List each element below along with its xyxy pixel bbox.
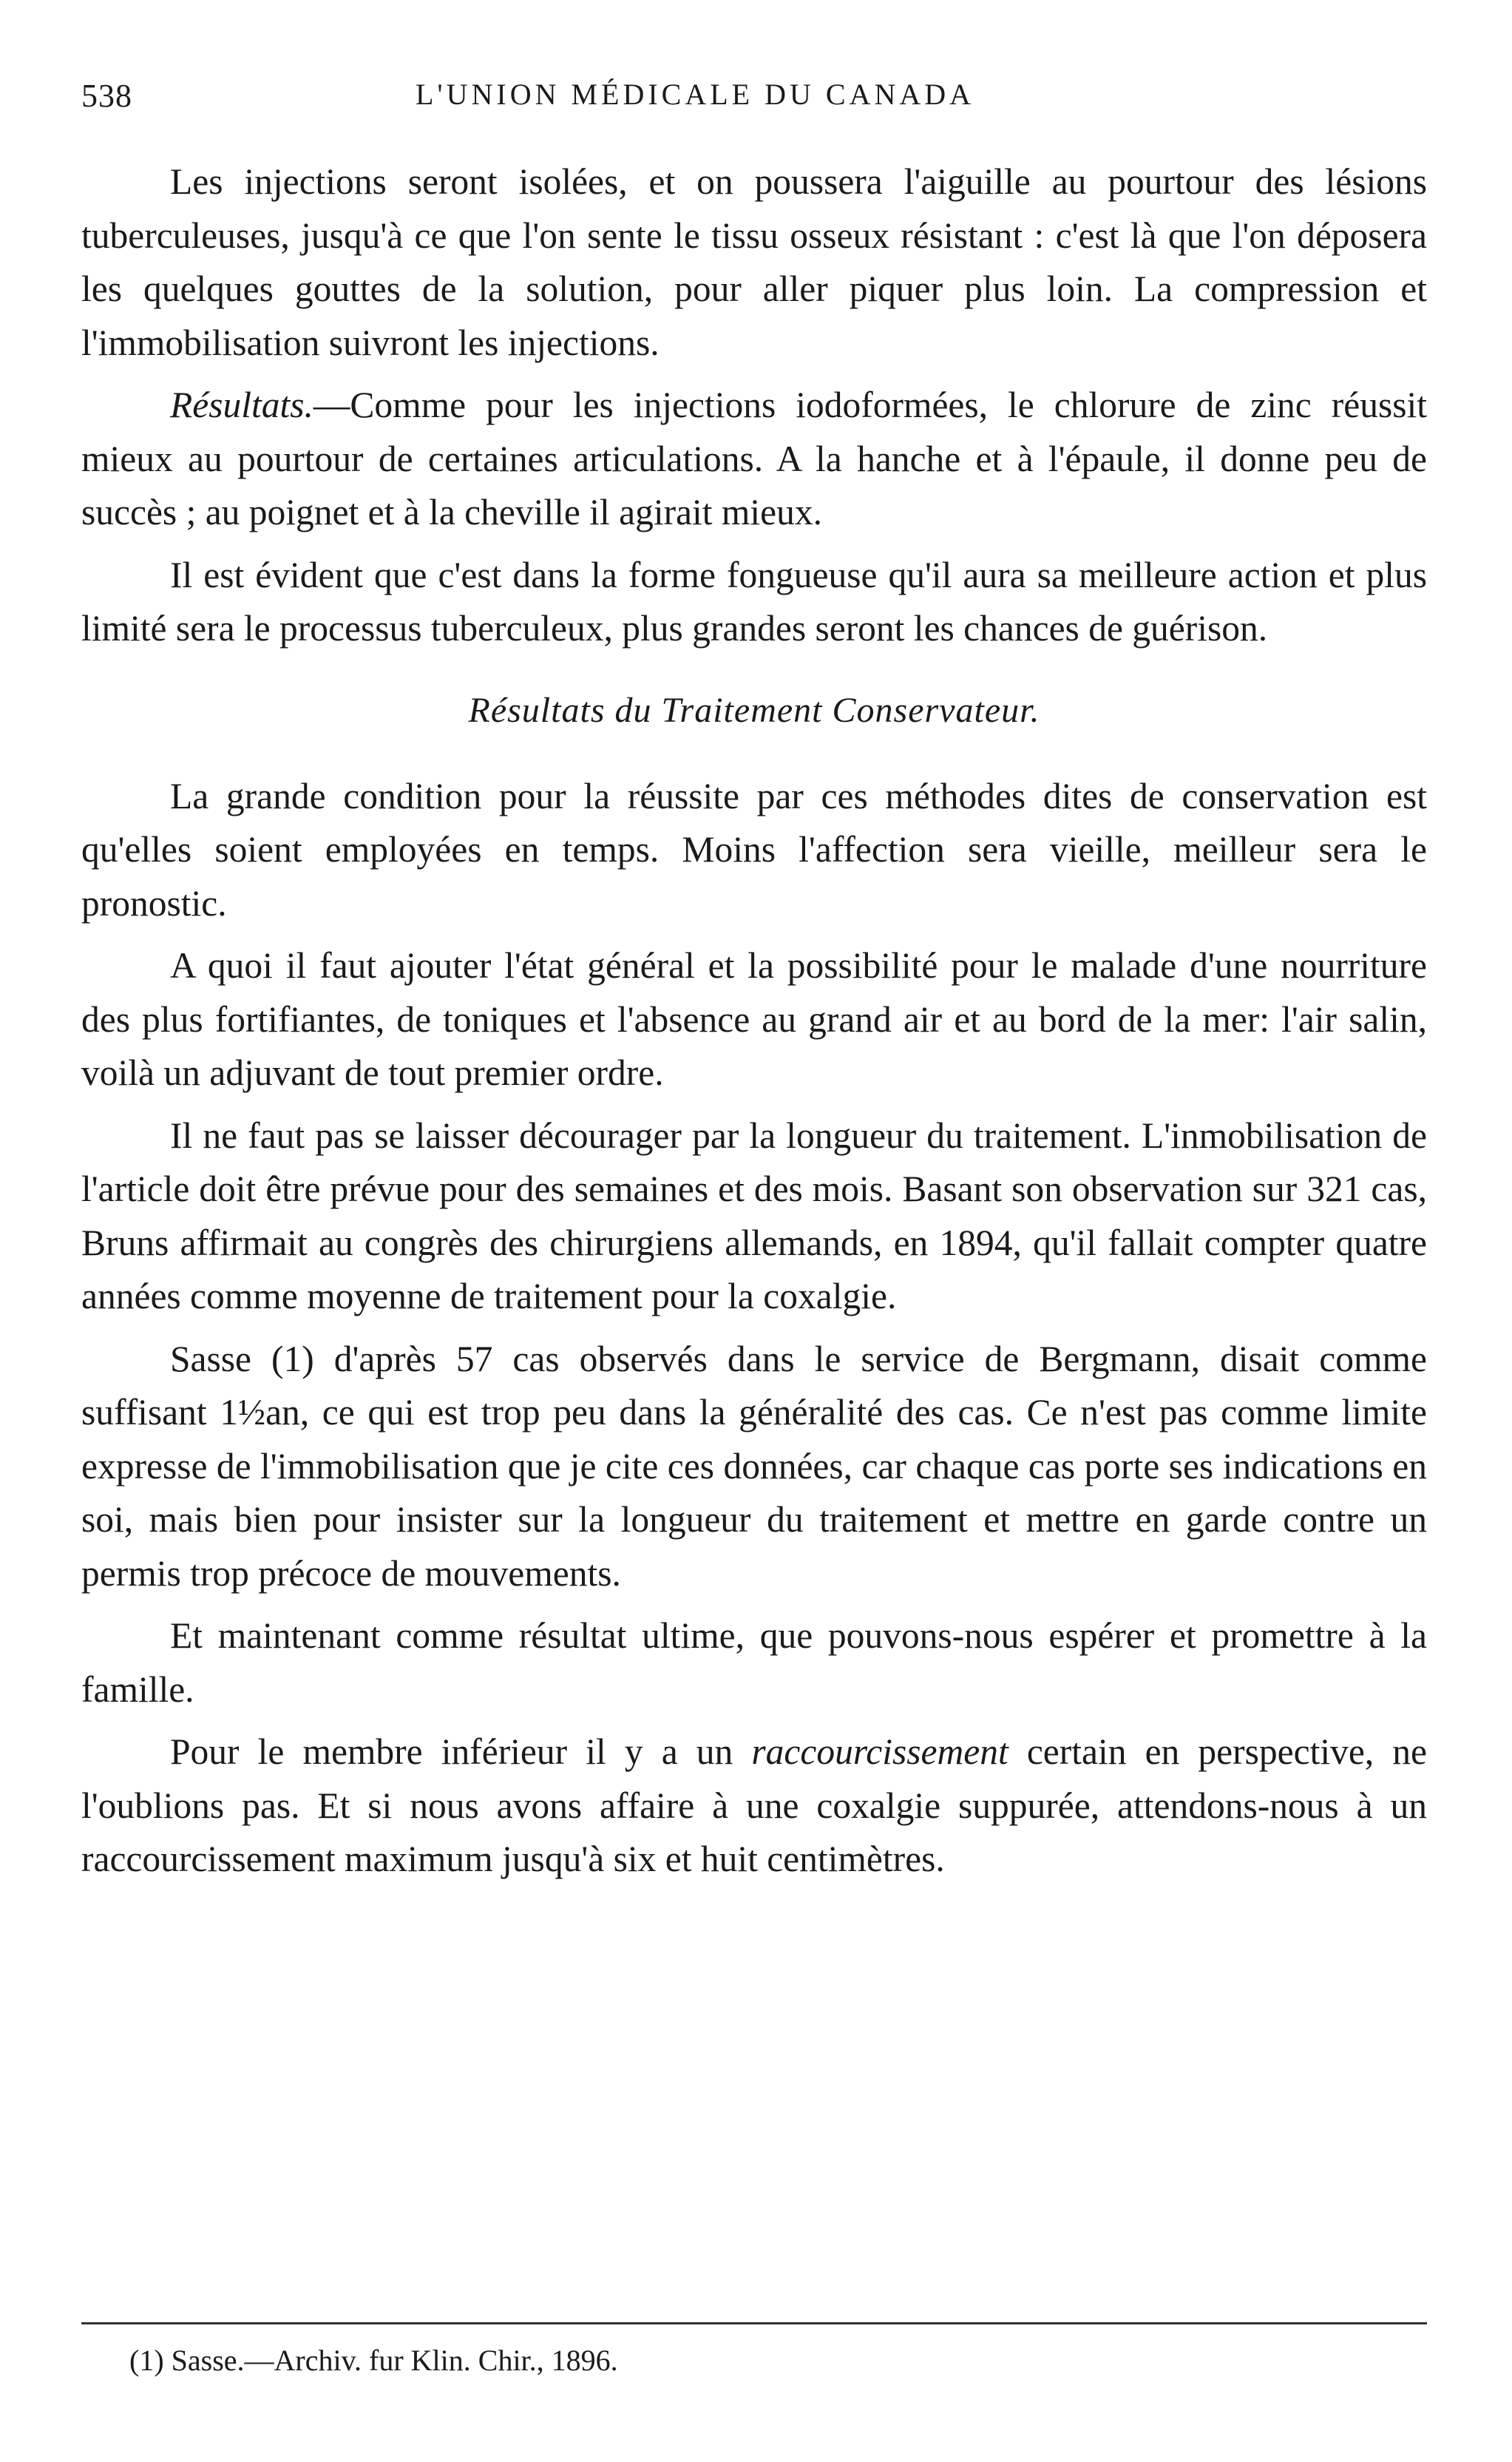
resultats-text: —Comme pour les injections iodoformées, le chlorure de zinc réussit mieux au pourtour de certaines articulations. A la hanche et à l'épaule, il donne peu de succès ; au poignet et à la cheville il agirait mieux.	[81, 385, 1427, 532]
paragraph-resultat-ultime: Et maintenant comme résultat ultime, que pouvons-nous espérer et promettre à la famille.	[81, 1615, 1427, 1710]
paragraph-resultats	[81, 379, 1427, 540]
raccourcissement-text-after: certain en perspective, ne l'oublions pas. Et si nous avons affaire à une coxalgie suppurée, attendons-nous à un raccourcissement maximum jusqu'à six et huit centimètres.	[81, 1731, 1427, 1879]
paragraph-sasse: Sasse (1) d'après 57 cas observés dans le service de Bergmann, disait comme suffisant 1½an, ce qui est trop peu dans la généralité des cas. Ce n'est pas comme limite expresse de l'immobilisation que je cite ces données, car chaque cas porte ses indications en soi, mais bien pour insister sur la longueur du traitement et mettre en garde contre un permis trop précoce de mouvements.	[81, 1338, 1427, 1594]
paragraph-longueur-traitement: Il ne faut pas se laisser décourager par la longueur du traitement. L'inmobilisation de l'article doit être prévue pour des semaines et des mois. Basant son observation sur 321 cas, Bruns affirmait au congrès des chirurgiens allemands, en 1894, qu'il fallait compter quatre années comme moyenne de traitement pour la coxalgie.	[81, 1115, 1427, 1316]
raccourcissement-text-before: Pour le membre inférieur il y a un	[170, 1731, 752, 1772]
running-title: L'UNION MÉDICALE DU CANADA	[415, 78, 975, 111]
footnote-divider	[81, 2322, 1427, 2324]
body-text	[81, 155, 1427, 1887]
paragraph-forme-fongueuse: Il est évident que c'est dans la forme fongueuse qu'il aura sa meilleure action et plus limité sera le processus tuberculeux, plus grandes seront les chances de guérison.	[81, 554, 1427, 649]
page-number: 538	[81, 78, 132, 114]
paragraph-raccourcissement	[81, 1725, 1427, 1887]
raccourcissement-emphasis: raccourcissement	[751, 1731, 1008, 1772]
paragraph-injections: Les injections seront isolées, et on poussera l'aiguille au pourtour des lésions tuberculeuses, jusqu'à ce que l'on sente le tissu osseux résistant : c'est là que l'on déposera les quelques gouttes de la solution, pour aller piquer plus loin. La compression et l'immobilisation suivront les injections.	[81, 161, 1427, 363]
paragraph-condition: La grande condition pour la réussite par ces méthodes dites de conservation est qu'elles soient employées en temps. Moins l'affection sera vieille, meilleur sera le pronostic.	[81, 775, 1427, 924]
footnote: (1) Sasse.—Archiv. fur Klin. Chir., 1896.	[129, 2344, 618, 2377]
page-header	[81, 77, 1427, 129]
resultats-label: Résultats.	[170, 385, 313, 425]
paragraph-etat-general: A quoi il faut ajouter l'état général et la possibilité pour le malade d'une nourriture des plus fortifiantes, de toniques et l'absence au grand air et au bord de la mer: l'air salin, voilà un adjuvant de tout premier ordre.	[81, 945, 1427, 1093]
section-heading: Résultats du Traitement Conservateur.	[468, 690, 1040, 730]
